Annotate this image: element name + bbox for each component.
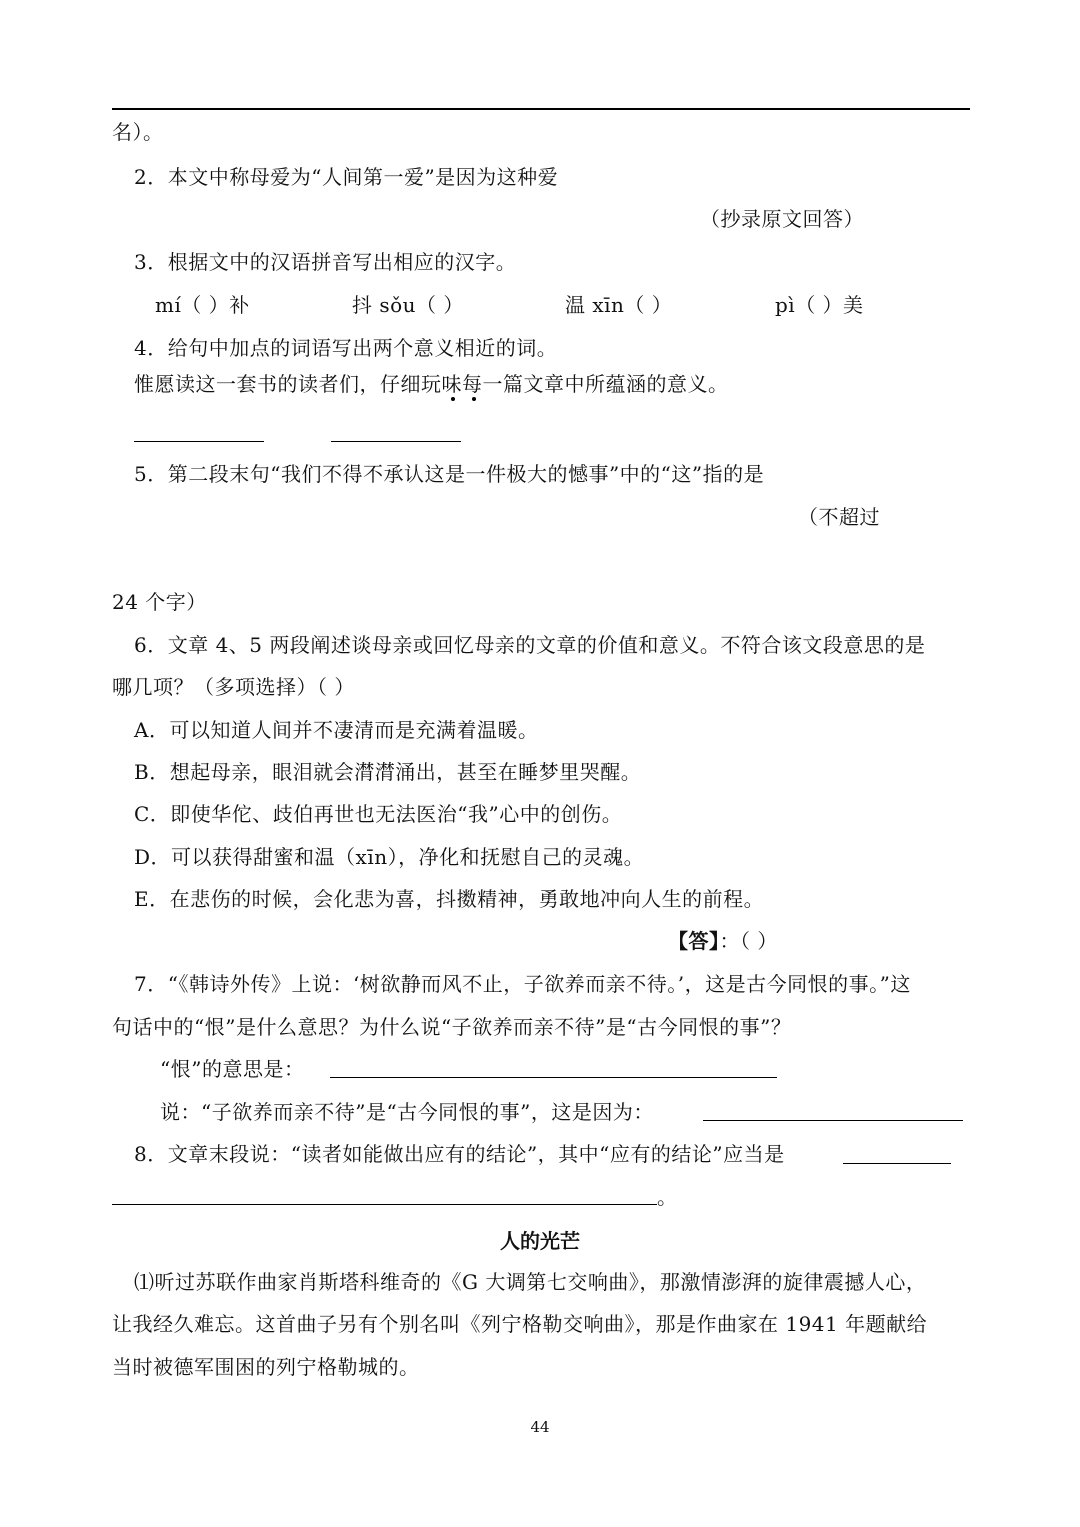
question-5-note: （不超过 bbox=[798, 505, 880, 529]
q3-item-1: mí（ ）补 bbox=[155, 293, 250, 317]
header-rule bbox=[112, 108, 970, 110]
page-number: 44 bbox=[530, 1418, 550, 1436]
question-7-reason: 说：“子欲养而亲不待”是“古今同恨的事”，这是因为： bbox=[160, 1100, 654, 1124]
answer-blank[interactable] bbox=[330, 1077, 777, 1078]
question-8: 8．文章末段说：“读者如能做出应有的结论”，其中“应有的结论”应当是 bbox=[134, 1142, 785, 1166]
option-e: E．在悲伤的时候，会化悲为喜，抖擞精神，勇敢地冲向人生的前程。 bbox=[134, 887, 765, 911]
question-6: 6．文章 4、5 两段阐述谈母亲或回忆母亲的文章的价值和意义。不符合该文段意思的是 bbox=[134, 633, 926, 657]
question-7: 7．“《韩诗外传》上说：‘树欲静而风不止，子欲养而亲不待。’，这是古今同恨的事。”这 bbox=[134, 972, 911, 996]
question-5-continued: 24 个字） bbox=[112, 590, 207, 614]
question-7-meaning: “恨”的意思是： bbox=[160, 1057, 305, 1081]
answer-blank[interactable] bbox=[134, 441, 264, 442]
q3-item-2: 抖 sǒu（ ） bbox=[352, 293, 464, 317]
q3-item-3: 温 xīn（ ） bbox=[565, 293, 673, 317]
question-4-sentence: 惟愿读这一套书的读者们，仔细玩味每一篇文章中所蕴涵的意义。 bbox=[134, 372, 729, 396]
answer-line bbox=[668, 927, 778, 955]
option-b: B．想起母亲，眼泪就会潸潸涌出，甚至在睡梦里哭醒。 bbox=[134, 760, 642, 784]
paragraph-1-line-2: 让我经久难忘。这首曲子另有个别名叫《列宁格勒交响曲》，那是作曲家在 1941 年题献给 bbox=[112, 1312, 928, 1336]
question-3: 3．根据文中的汉语拼音写出相应的汉字。 bbox=[134, 250, 517, 274]
emphasis-dot bbox=[472, 397, 476, 401]
question-7-continued: 句话中的“恨”是什么意思？为什么说“子欲养而亲不待”是“古今同恨的事”？ bbox=[112, 1015, 792, 1039]
paragraph-1-line-3: 当时被德军围困的列宁格勒城的。 bbox=[112, 1355, 420, 1379]
answer-blank[interactable] bbox=[843, 1163, 951, 1164]
answer-label: 【答】 bbox=[668, 929, 720, 953]
emphasis-dot bbox=[451, 397, 455, 401]
line-ming: 名）。 bbox=[112, 120, 164, 144]
question-5: 5．第二段末句“我们不得不承认这是一件极大的憾事”中的“这”指的是 bbox=[134, 462, 765, 486]
option-d: D．可以获得甜蜜和温（xīn），净化和抚慰自己的灵魂。 bbox=[134, 845, 645, 869]
option-a: A．可以知道人间并不凄清而是充满着温暖。 bbox=[134, 718, 539, 742]
answer-blank[interactable] bbox=[703, 1120, 963, 1121]
question-2: 2．本文中称母爱为“人间第一爱”是因为这种爱 bbox=[134, 165, 559, 189]
question-2-note: （抄录原文回答） bbox=[700, 207, 864, 231]
question-4: 4．给句中加点的词语写出两个意义相近的词。 bbox=[134, 336, 558, 360]
question-6-continued: 哪几项？（多项选择）（ ） bbox=[112, 675, 355, 699]
answer-blank[interactable] bbox=[112, 1204, 657, 1205]
paragraph-1-line-1: ⑴听过苏联作曲家肖斯塔科维奇的《G 大调第七交响曲》，那激情澎湃的旋律震撼人心， bbox=[134, 1270, 927, 1294]
answer-paren: ：（ ） bbox=[719, 929, 778, 953]
answer-blank[interactable] bbox=[331, 441, 461, 442]
option-c: C．即使华佗、歧伯再世也无法医治“我”心中的创伤。 bbox=[134, 802, 623, 826]
passage-title: 人的光芒 bbox=[500, 1229, 580, 1253]
question-8-end: 。 bbox=[657, 1185, 678, 1209]
q3-item-4: pì（ ）美 bbox=[775, 293, 864, 317]
